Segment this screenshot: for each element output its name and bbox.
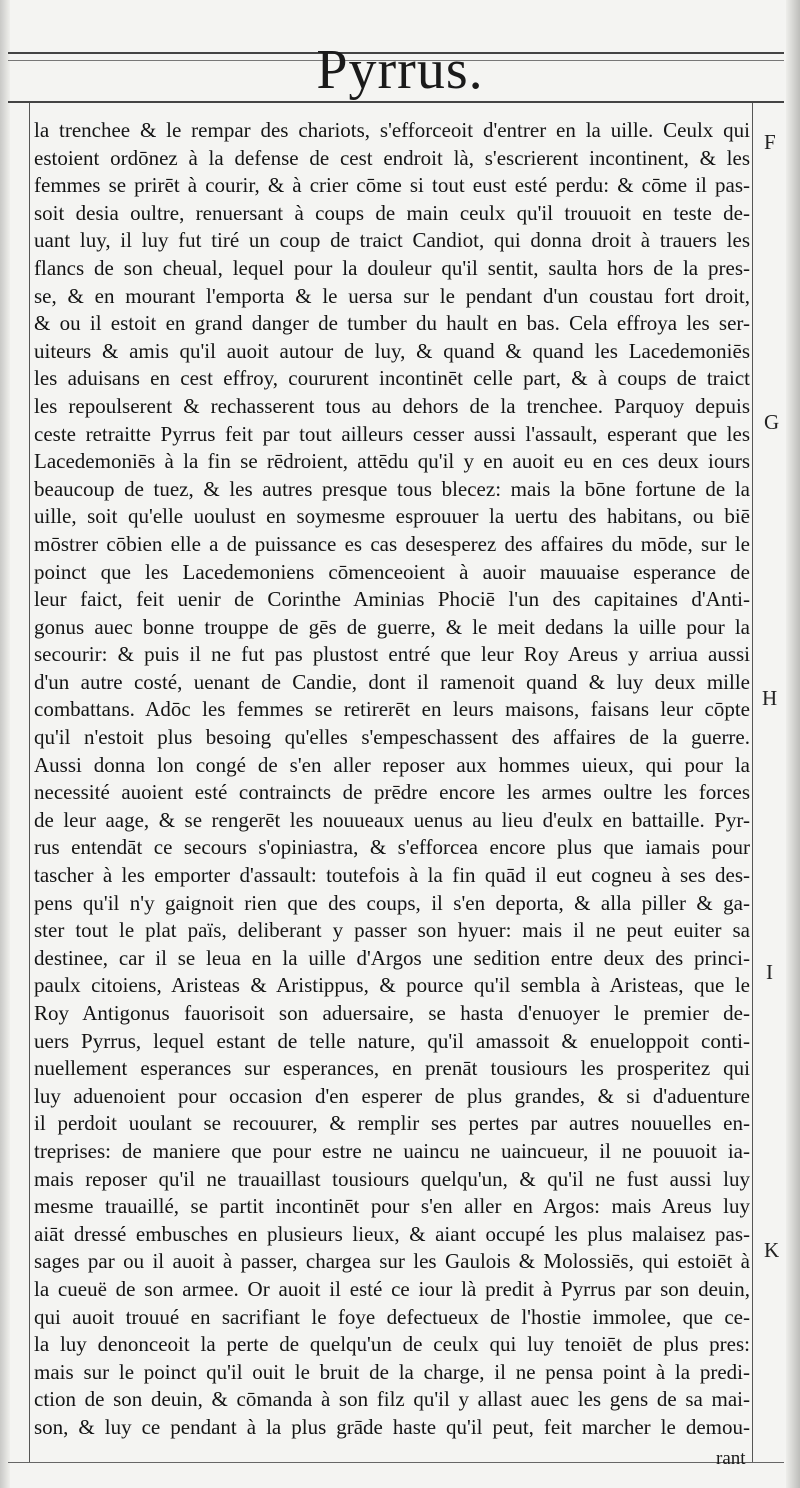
text-line: pens qu'il n'y gaignoit rien que des coups, il s'en deporta, & alla piller & ga- <box>34 890 750 915</box>
text-line: tascher à les emporter d'assault: toutefois à la fin quād il eut cogneu à ses des- <box>34 863 750 888</box>
text-line: mōstrer cōbien elle a de puissance es cas desesperez des affaires du mōde, sur le <box>34 531 750 556</box>
text-line: les repoulserent & rechasserent tous au dehors de la trenchee. Parquoy depuis <box>34 393 750 418</box>
text-line: ceste retraitte Pyrrus feit par tout ailleurs cesser aussi l'assault, esperant que les <box>34 421 750 446</box>
text-line: d'un autre costé, uenant de Candie, dont il ramenoit quand & luy deux mille <box>34 669 750 694</box>
text-line: de leur aage, & se rengerēt les nouueaux uenus au lieu d'eulx en battaille. Pyr- <box>34 807 750 832</box>
margin-signature-i: I <box>766 960 773 984</box>
text-line: beaucoup de tuez, & les autres presque tous blecez: mais la bōne fortune de la <box>34 476 750 501</box>
text-line: flancs de son cheual, lequel pour la douleur qu'il sentit, saulta hors de la pres- <box>34 255 750 280</box>
text-line: combattans. Adōc les femmes se retirerēt en leurs maisons, faisans leur cōpte <box>34 697 750 722</box>
text-line: mais sur le poinct qu'il ouit le bruit de la charge, il ne pensa point à la predi- <box>34 1359 750 1384</box>
bottom-rule <box>8 1462 784 1463</box>
margin-signature-h: H <box>762 686 778 710</box>
text-line: destinee, car il se leua en la uille d'Argos une sedition entre deux des princi- <box>34 945 750 970</box>
text-line: poinct que les Lacedemoniens cōmenceoient à auoir mauuaise esperance de <box>34 559 750 584</box>
text-line: soit desia oultre, renuersant à coups de main ceulx qu'il trouuoit en teste de- <box>34 200 750 225</box>
text-line: uiteurs & amis qu'il auoit autour de luy, & quand & quand les Lacedemoniēs <box>34 338 750 363</box>
text-line: uille, soit qu'elle uoulust en soymesme esprouuer la uertu des habitans, ou biē <box>34 504 750 529</box>
text-line: aiāt dressé embusches en plusieurs lieux, & aiant occupé les plus malaisez pas- <box>34 1221 750 1246</box>
margin-signature-k: K <box>764 1238 780 1262</box>
text-line: Roy Antigonus fauorisoit son aduersaire, se hasta d'enuoyer le premier de- <box>34 1001 750 1025</box>
text-line: les aduisans en cest effroy, coururent incontinēt celle part, & à coups de traict <box>34 366 750 391</box>
text-line: uers Pyrrus, lequel estant de telle nature, qu'il amassoit & enueloppoit conti- <box>34 1028 750 1053</box>
text-line: la trenchee & le rempar des chariots, s'efforceoit d'entrer en la uille. Ceulx qui <box>34 118 750 142</box>
margin-signature-f: F <box>764 130 776 154</box>
text-line: estoient ordōnez à la defense de cest endroit là, s'escrierent incontinent, & les <box>34 145 750 170</box>
text-line: leur faict, feit uenir de Corinthe Aminias Phociē l'un des capitaines d'Anti- <box>34 587 750 612</box>
text-line: femmes se prirēt à courir, & à crier cōme si tout eust esté perdu: & cōme il pas- <box>34 173 750 198</box>
margin-signature-g: G <box>764 410 780 434</box>
running-title: Pyrrus. <box>316 39 484 101</box>
text-line: gonus auec bonne trouppe de gēs de guerre, & le meit dedans la uille pour la <box>34 614 750 639</box>
text-line: Aussi donna lon congé de s'en aller reposer aux hommes uieux, qui pour la <box>34 752 750 777</box>
catchword: rant <box>716 1448 746 1469</box>
body-text <box>34 117 750 1442</box>
text-line: treprises: de maniere que pour estre ne uaincu ne uaincueur, il ne pouuoit ia- <box>34 1138 750 1163</box>
text-line: il perdoit uoulant se recouurer, & remplir ses pertes par autres nouuelles en- <box>34 1111 750 1136</box>
text-line: qu'il n'estoit plus besoing qu'elles s'empeschassent des affaires de la guerre. <box>34 725 750 750</box>
text-line: la cueuë de son armee. Or auoit il esté ce iour là predit à Pyrrus par son deuin, <box>34 1276 750 1301</box>
text-line: necessité auoient esté contraincts de prēdre encore les armes oultre les forces <box>34 780 750 805</box>
text-line: secourir: & puis il ne fut pas plustost entré que leur Roy Areus y arriua aussi <box>34 642 750 667</box>
text-line: mesme trauaillé, se partit incontinēt pour s'en aller en Argos: mais Areus luy <box>34 1194 750 1219</box>
header-rule <box>8 101 784 103</box>
text-line: qui auoit trouué en sacrifiant le foye defectueux de l'hostie immolee, que ce- <box>34 1304 750 1329</box>
text-line: mais reposer qu'il ne trauaillast tousiours quelqu'un, & qu'il ne fust aussi luy <box>34 1166 750 1191</box>
page-right-edge <box>786 0 800 1488</box>
text-line: ction de son deuin, & cōmanda à son filz qu'il y allast auec les gens de sa mai- <box>34 1387 750 1412</box>
right-frame-rule <box>752 103 753 1463</box>
text-line: son, & luy ce pendant à la plus grāde haste qu'il peut, feit marcher le demou- <box>34 1414 750 1439</box>
text-line: paulx citoiens, Aristeas & Aristippus, & pource qu'il sembla à Aristeas, que le <box>34 973 750 998</box>
left-frame-rule <box>29 103 30 1463</box>
text-line: & ou il estoit en grand danger de tumber du hault en bas. Cela effroya les ser- <box>34 311 750 336</box>
text-line: la luy denonceoit la perte de quelqu'un de ceulx qui luy tenoiēt de plus pres: <box>34 1332 750 1357</box>
text-line: ster tout le plat païs, deliberant y passer son hyuer: mais il ne peut euiter sa <box>34 918 750 943</box>
text-line: uant luy, il luy fut tiré un coup de traict Candiot, qui donna droit à trauers les <box>34 228 750 253</box>
page-left-edge <box>0 0 10 1488</box>
text-line: rus entendāt ce secours s'opiniastra, & s'efforcea encore plus que iamais pour <box>34 835 750 860</box>
text-line: nuellement esperances sur esperances, en prenāt tousiours les prosperitez qui <box>34 1056 750 1081</box>
text-line: sages par ou il auoit à passer, chargea sur les Gaulois & Molossiēs, qui estoiēt à <box>34 1249 750 1274</box>
text-line: luy aduenoient pour occasion d'en esperer de plus grandes, & si d'aduenture <box>34 1083 750 1108</box>
text-line: se, & en mourant l'emporta & le uersa sur le pendant d'un coustau fort droit, <box>34 283 750 308</box>
text-line: Lacedemoniēs à la fin se rēdroient, attēdu qu'il y en auoit eu en ces deux iours <box>34 449 750 474</box>
